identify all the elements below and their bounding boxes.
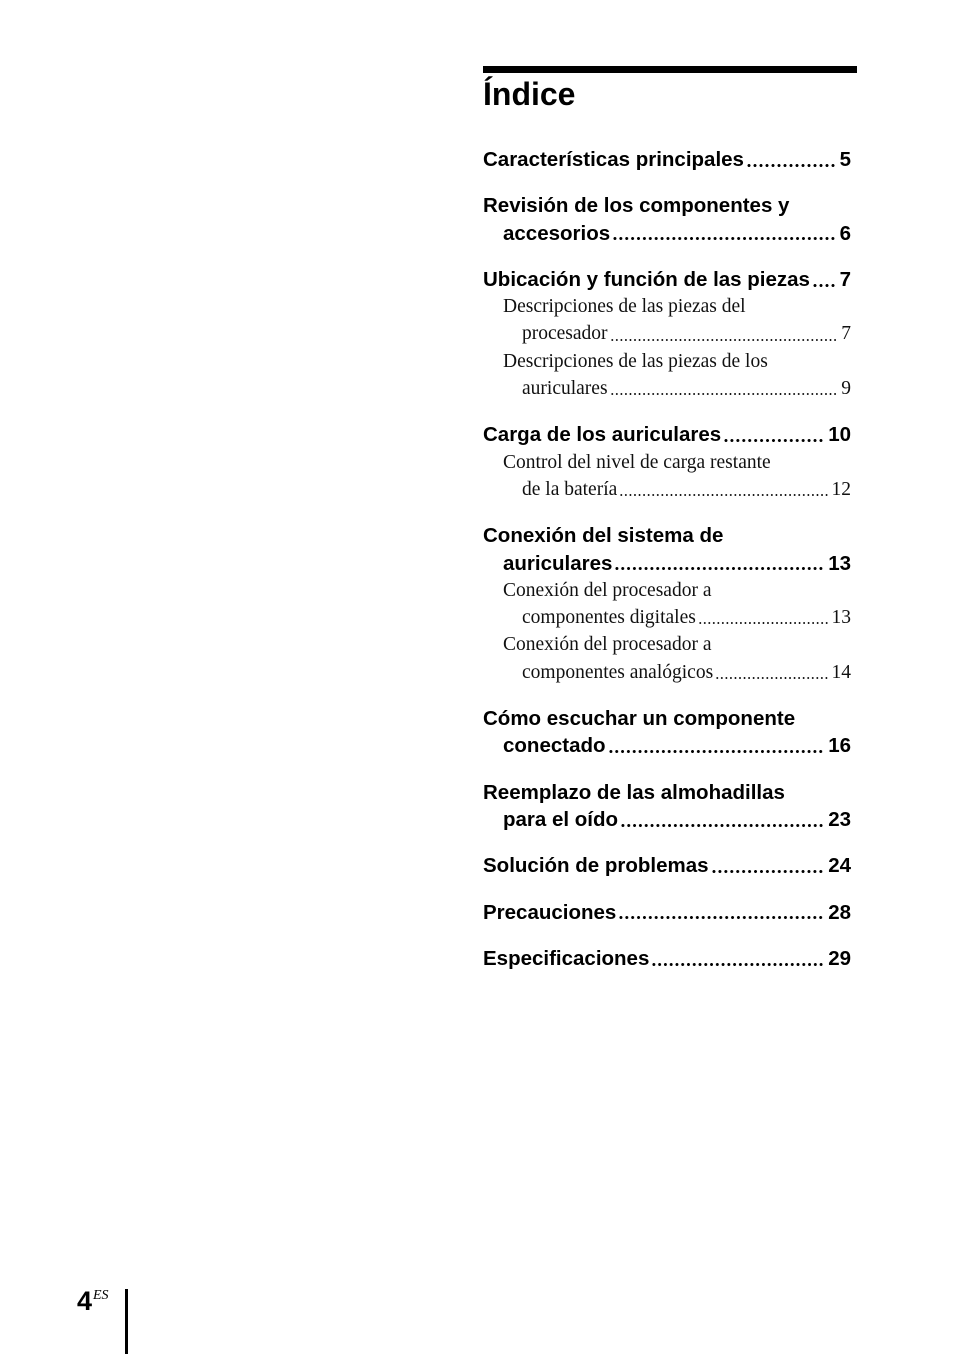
toc-line (483, 659, 851, 686)
toc-subentry-title-cont: componentes analógicos (522, 661, 714, 683)
toc-entry-title: Especificaciones (483, 946, 650, 970)
toc-entry-carga-auriculares (483, 421, 851, 503)
toc-line (483, 945, 851, 972)
toc-line (483, 806, 851, 833)
toc-entry-solucion-problemas (483, 852, 851, 879)
toc-entry-title: Solución de problemas (483, 854, 709, 878)
dot-leader (812, 284, 836, 287)
toc-page-number: 12 (831, 478, 851, 500)
toc-line (483, 705, 851, 732)
toc-entry-title: Precauciones (483, 900, 617, 924)
toc-entry-title-cont: auriculares (503, 551, 613, 575)
toc-entry-title-cont: para el oído (503, 807, 619, 831)
toc-page-number: 24 (828, 854, 851, 878)
toc-page-number: 14 (831, 661, 851, 683)
dot-leader (608, 750, 825, 753)
dot-leader (614, 567, 824, 570)
toc-page-number: 29 (828, 946, 851, 970)
toc-subentry-componentes-digitales (483, 577, 851, 604)
toc-entry-title: Carga de los auriculares (483, 423, 722, 447)
toc-subentry-title: Conexión del procesador a (503, 579, 712, 601)
toc-entry-title: Cómo escuchar un componente (483, 707, 796, 731)
toc-line (483, 146, 851, 173)
toc-entry-especificaciones (483, 945, 851, 972)
toc-line (483, 522, 851, 549)
toc-subentry-title-cont: auriculares (522, 378, 608, 400)
toc-line (483, 779, 851, 806)
table-of-contents (483, 146, 851, 972)
toc-entry-title-cont: accesorios (503, 221, 611, 245)
toc-subentry-title: Control del nivel de carga restante (503, 451, 771, 473)
page-title: Índice (483, 76, 576, 112)
toc-line (483, 266, 851, 293)
toc-line (483, 604, 851, 631)
toc-page-number: 28 (828, 900, 851, 924)
dot-leader (651, 963, 824, 966)
toc-entry-caracteristicas (483, 146, 851, 173)
toc-entry-como-escuchar (483, 705, 851, 760)
toc-line (483, 320, 851, 347)
dot-leader (711, 870, 825, 873)
toc-subentry-title-cont: de la batería (522, 478, 618, 500)
toc-entry-title: Revisión de los componentes y (483, 194, 790, 218)
dot-leader (610, 393, 839, 395)
dot-leader (610, 339, 839, 341)
toc-subentry-title: Descripciones de las piezas de los (503, 350, 768, 372)
dot-leader (619, 494, 828, 496)
title-rule (483, 66, 857, 73)
toc-line (483, 899, 851, 926)
toc-page-number: 13 (828, 551, 851, 575)
dot-leader (618, 916, 824, 919)
toc-entry-reemplazo-almohadillas (483, 779, 851, 834)
toc-entry-title-cont: conectado (503, 734, 606, 758)
toc-line (483, 550, 851, 577)
dot-leader (723, 439, 824, 442)
toc-line (483, 220, 851, 247)
dot-leader (620, 824, 824, 827)
toc-subentry-title-cont: componentes digitales (522, 607, 696, 629)
toc-page-number: 16 (828, 734, 851, 758)
toc-subentry-piezas-procesador (483, 293, 851, 320)
language-code: ES (93, 1288, 109, 1303)
toc-entry-conexion-sistema (483, 522, 851, 686)
toc-subentry-componentes-analogicos (483, 631, 851, 658)
toc-page-number: 7 (839, 267, 851, 291)
toc-subentry-nivel-bateria (483, 449, 851, 476)
toc-entry-title: Reemplazo de las almohadillas (483, 780, 785, 804)
toc-entry-title: Conexión del sistema de (483, 524, 724, 548)
toc-page-number: 6 (839, 221, 851, 245)
toc-line (483, 852, 851, 879)
toc-line (483, 476, 851, 503)
dot-leader (746, 164, 836, 167)
toc-page-number: 10 (828, 423, 851, 447)
toc-entry-title: Características principales (483, 148, 744, 171)
toc-line (483, 192, 851, 219)
toc-subentry-title: Descripciones de las piezas del (503, 296, 746, 318)
toc-page-number: 5 (839, 148, 851, 171)
toc-subentry-piezas-auriculares (483, 348, 851, 375)
toc-page-number: 23 (828, 807, 851, 831)
toc-line (483, 421, 851, 448)
toc-line (483, 732, 851, 759)
toc-entry-ubicacion-piezas (483, 266, 851, 402)
dot-leader (715, 677, 828, 679)
toc-entry-revision-componentes (483, 192, 851, 247)
toc-subentry-title: Conexión del procesador a (503, 634, 712, 656)
page-number: 4 (77, 1286, 93, 1316)
toc-page-number: 7 (841, 323, 851, 345)
dot-leader (698, 622, 829, 624)
toc-subentry-title-cont: procesador (522, 323, 608, 345)
folio-rule (125, 1289, 128, 1354)
toc-page-number: 9 (841, 378, 851, 400)
toc-line (483, 375, 851, 402)
toc-page-number: 13 (831, 607, 851, 629)
toc-entry-precauciones (483, 899, 851, 926)
toc-entry-title: Ubicación y función de las piezas (483, 267, 810, 291)
dot-leader (612, 237, 835, 240)
